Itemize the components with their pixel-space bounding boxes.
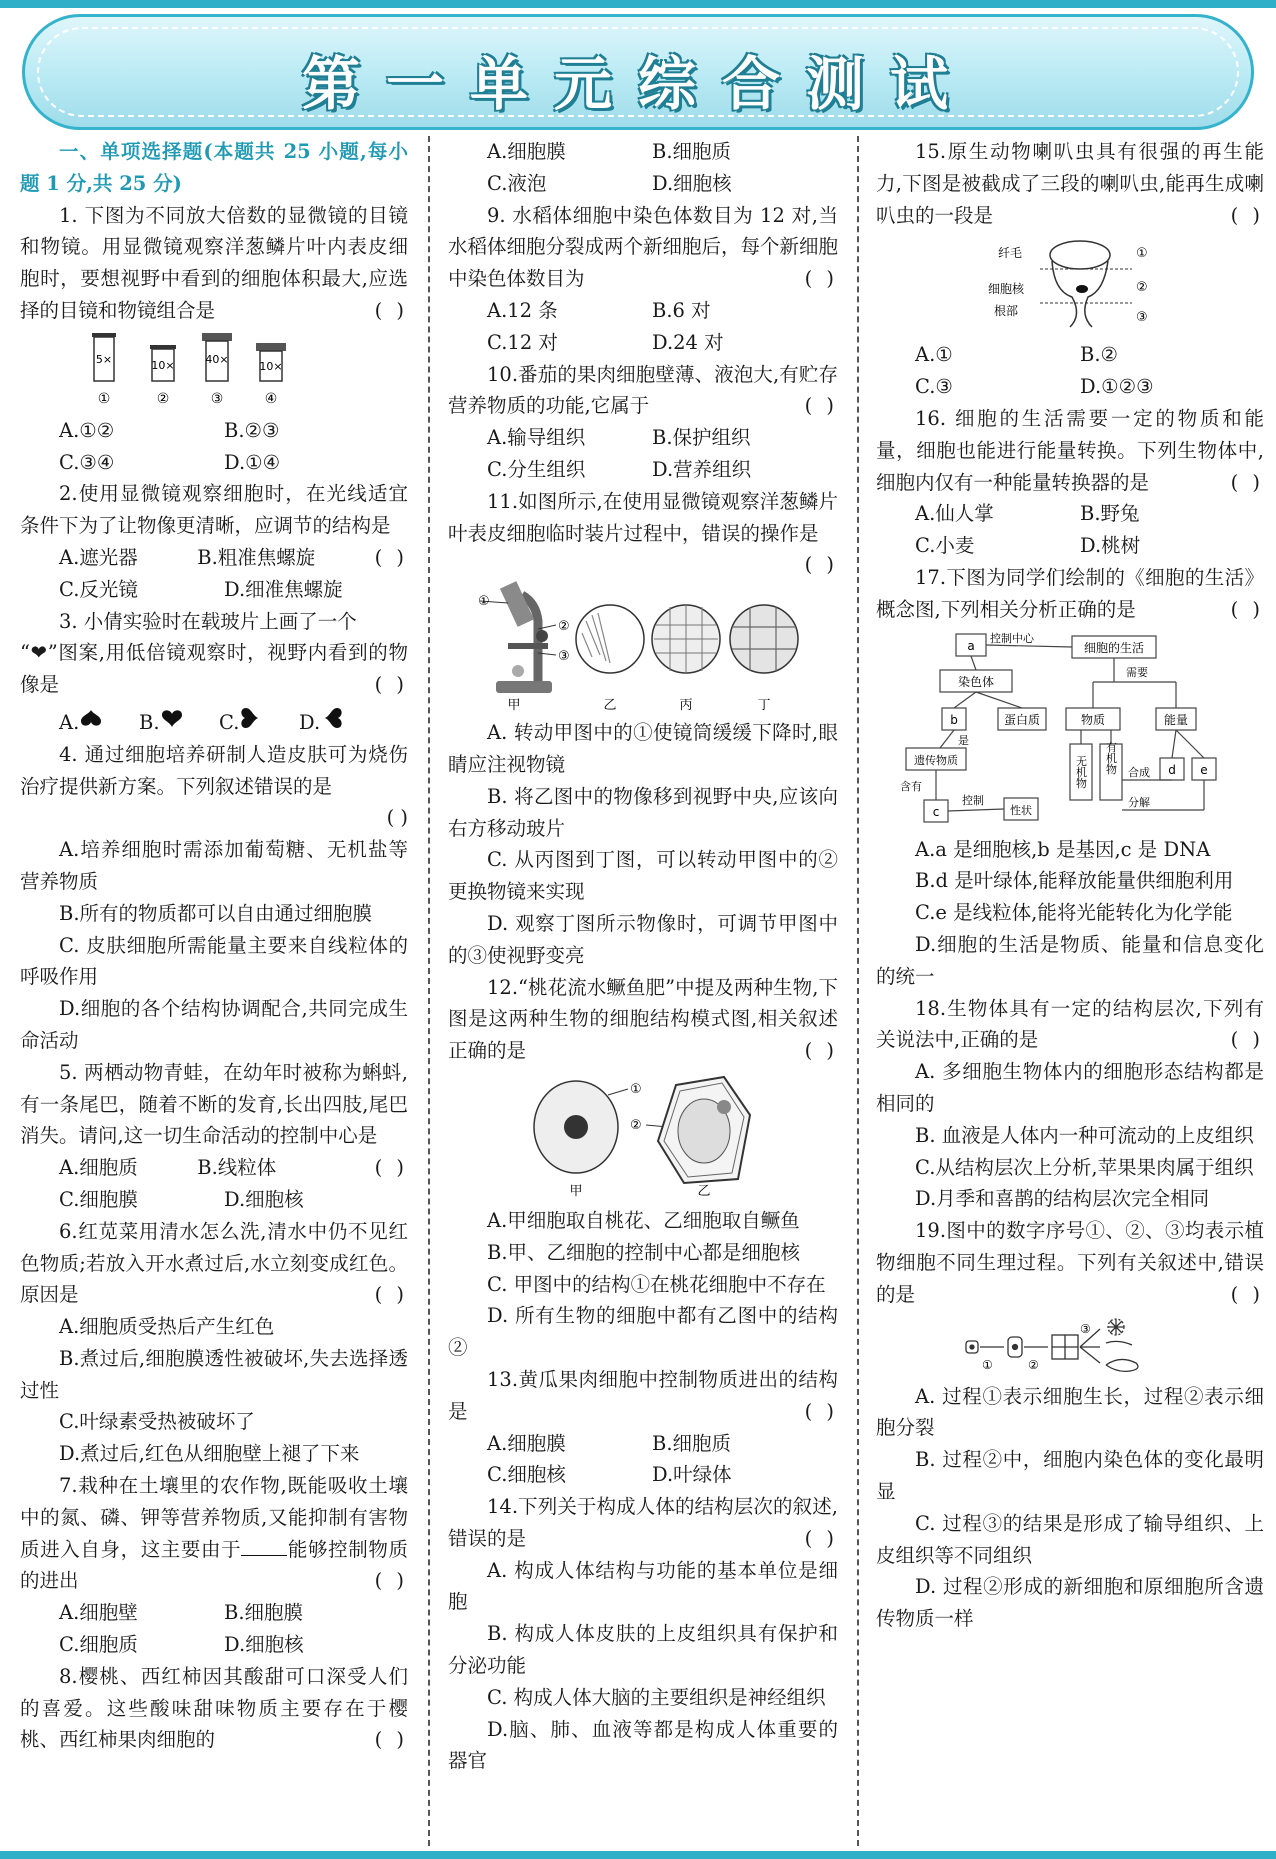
option-c[interactable]: C.细胞核 bbox=[487, 1463, 566, 1487]
question-stem: “❤”图案,用低倍镜观察时，视野内看到的物像是 bbox=[20, 641, 408, 697]
question-9 bbox=[448, 200, 838, 295]
option-d[interactable]: D. 观察丁图所示物像时，可调节甲图中的③使视野变亮 bbox=[448, 911, 838, 967]
cell-structure-figure bbox=[528, 1071, 758, 1201]
fill-blank[interactable] bbox=[241, 1555, 287, 1556]
question-stem: 13.黄瓜果肉细胞中控制物质进出的结构是 bbox=[448, 1367, 838, 1423]
question-12 bbox=[448, 972, 838, 1067]
options-row bbox=[20, 447, 408, 479]
concept-node: 能量 bbox=[1163, 712, 1189, 727]
question-3 bbox=[20, 606, 408, 638]
options-row bbox=[876, 339, 1264, 371]
answer-blank: ( ) bbox=[386, 806, 408, 830]
option-a[interactable]: A.培养细胞时需添加葡萄糖、无机盐等营养物质 bbox=[20, 838, 408, 893]
option-d[interactable]: D.营养组织 bbox=[652, 457, 752, 481]
cilia-top bbox=[1050, 241, 1110, 269]
bottom-rule bbox=[0, 1851, 1276, 1859]
options-row bbox=[20, 542, 336, 574]
option-a[interactable]: A.输导组织 bbox=[487, 426, 586, 450]
answer-blank: ( ) bbox=[374, 545, 408, 569]
question-7 bbox=[20, 1470, 408, 1597]
question-stem: 3. 小倩实验时在载玻片上画了一个 bbox=[59, 609, 357, 633]
options-row bbox=[448, 327, 838, 359]
option-d[interactable]: D.叶绿体 bbox=[652, 1463, 732, 1487]
options-row bbox=[448, 1459, 838, 1491]
question-stem: 14.下列关于构成人体的结构层次的叙述,错误的是 bbox=[448, 1495, 838, 1550]
concept-edge: 合成 bbox=[1128, 765, 1150, 779]
option-b[interactable]: B.野兔 bbox=[1080, 502, 1140, 526]
question-18 bbox=[876, 993, 1264, 1057]
nucleus bbox=[564, 1115, 588, 1139]
option-c[interactable]: C. 过程③的结果是形成了输导组织、上皮组织等不同组织 bbox=[876, 1511, 1264, 1567]
figure-number: ② bbox=[630, 1117, 642, 1133]
question-1 bbox=[20, 200, 408, 327]
question-stem: 15.原生动物喇叭虫具有很强的再生能力,下图是被截成了三段的喇叭虫,能再生成喇叭虫的一段是 bbox=[876, 140, 1264, 227]
objective-1 bbox=[202, 333, 232, 381]
section-heading: 一、单项选择题(本题共 25 小题,每小题 1 分,共 25 分) bbox=[20, 140, 408, 195]
question-10 bbox=[448, 359, 838, 423]
answer-blank: ( ) bbox=[374, 1156, 408, 1180]
figure-number: ③ bbox=[558, 649, 570, 665]
answer-blank: ( ) bbox=[374, 1283, 408, 1307]
figure-caption: 乙 bbox=[603, 698, 617, 714]
concept-edge: 需要 bbox=[1126, 665, 1148, 679]
figure-caption: 甲 bbox=[569, 1183, 583, 1199]
question-stem: 12.“桃花流水鳜鱼肥”中提及两种生物,下图是这两种生物的细胞结构模式图,相关叙述正确的是 bbox=[448, 975, 838, 1063]
column-divider bbox=[428, 136, 430, 1846]
option-d[interactable]: D.月季和喜鹊的结构层次完全相同 bbox=[915, 1187, 1210, 1211]
lens-label: 10× bbox=[151, 358, 175, 372]
option-b[interactable]: B.② bbox=[1080, 343, 1119, 367]
option-c[interactable]: C.反光镜 bbox=[59, 577, 138, 601]
option-c[interactable]: C.细胞膜 bbox=[59, 1187, 138, 1211]
figure-caption: 甲 bbox=[507, 698, 521, 714]
option-d[interactable]: D.细胞核 bbox=[652, 171, 732, 195]
heart-shape-icon bbox=[239, 707, 263, 729]
answer-blank: ( ) bbox=[1230, 203, 1264, 227]
question-15 bbox=[876, 136, 1264, 231]
question-stem: 6.红苋菜用清水怎么洗,清水中仍不见红色物质;若放入开水煮过后,水立刻变成红色。原因是 bbox=[20, 1219, 408, 1307]
answer-blank: ( ) bbox=[804, 1399, 838, 1423]
concept-edge: 分解 bbox=[1128, 795, 1150, 809]
option-a[interactable] bbox=[59, 707, 139, 739]
figure-number: ① bbox=[982, 1357, 993, 1372]
options-row bbox=[448, 295, 838, 327]
option-d[interactable]: D.细胞的生活是物质、能量和信息变化的统一 bbox=[876, 932, 1264, 988]
concept-node: 染色体 bbox=[957, 674, 995, 689]
concept-edge: 控制 bbox=[962, 793, 984, 807]
option-c[interactable]: C.液泡 bbox=[487, 171, 547, 195]
figure-number: ① bbox=[1136, 246, 1148, 262]
option-b[interactable]: B.细胞质 bbox=[652, 140, 732, 163]
answer-blank: ( ) bbox=[804, 394, 838, 418]
option-label: A. bbox=[59, 710, 80, 734]
options-row bbox=[20, 701, 408, 739]
top-rule bbox=[0, 0, 1276, 8]
lens-label: 5× bbox=[95, 352, 113, 366]
options-row bbox=[20, 574, 408, 606]
lens-figure bbox=[84, 331, 344, 411]
question-stem: 19.图中的数字序号①、②、③均表示植物细胞不同生理过程。下列有关叙述中,错误的是 bbox=[876, 1219, 1264, 1306]
option-c[interactable]: C.小麦 bbox=[915, 534, 975, 558]
column-1 bbox=[20, 136, 408, 1756]
question-stem: 5. 两栖动物青蛙，在幼年时被称为蝌蚪,有一条尾巴，随着不断的发育,长出四肢,尾巴消失。请问,这一切生命活动的控制中心是 bbox=[20, 1060, 408, 1148]
option-a[interactable]: A.12 条 bbox=[487, 298, 558, 322]
answer-blank-line bbox=[20, 802, 408, 834]
options-row bbox=[448, 136, 838, 168]
option-a[interactable]: A. 过程①表示细胞生长，过程②表示细胞分裂 bbox=[876, 1384, 1264, 1440]
options-row bbox=[20, 1597, 408, 1629]
option-d[interactable]: D.煮过后,红色从细胞壁上褪了下来 bbox=[59, 1442, 360, 1466]
option-c[interactable]: C.e 是线粒体,能将光能转化为化学能 bbox=[915, 901, 1233, 925]
option-c[interactable]: C.叶绿素受热被破坏了 bbox=[59, 1410, 255, 1434]
question-stem: 4. 通过细胞培养研制人造皮肤可为烧伤治疗提供新方案。下列叙述错误的是 bbox=[20, 742, 408, 798]
option-b[interactable] bbox=[139, 707, 219, 739]
option-b[interactable]: B. 将乙图中的物像移到视野中央,应该向右方移动玻片 bbox=[448, 784, 838, 840]
question-stem: 7.栽种在土壤里的农作物,既能吸收土壤中的氮、磷、钾等营养物质,又能抑制有害物质进入自身，这主要由于 bbox=[20, 1474, 408, 1561]
option-c[interactable]: C.细胞质 bbox=[59, 1633, 138, 1657]
option-d[interactable]: D.细准焦螺旋 bbox=[224, 577, 343, 601]
question-stem: 9. 水稻体细胞中染色体数目为 12 对,当水稻体细胞分裂成两个新细胞后，每个新细胞中染色体数目为 bbox=[448, 203, 839, 291]
question-stem: 11.如图所示,在使用显微镜观察洋葱鳞片叶表皮细胞临时装片过程中，错误的操作是 bbox=[448, 489, 838, 545]
eyepiece-2 bbox=[150, 345, 176, 381]
option-d[interactable]: D.桃树 bbox=[1080, 534, 1141, 558]
options-row bbox=[20, 415, 408, 447]
figure-caption: 丁 bbox=[757, 698, 771, 714]
option-a[interactable]: A.仙人掌 bbox=[915, 502, 994, 526]
option-a[interactable]: A.a 是细胞核,b 是基因,c 是 DNA bbox=[915, 837, 1211, 861]
option-b[interactable]: B.细胞质 bbox=[652, 1431, 732, 1455]
figure-number: ② bbox=[156, 390, 170, 407]
option-a[interactable]: A.甲细胞取自桃花、乙细胞取自鳜鱼 bbox=[487, 1208, 800, 1232]
options-row bbox=[20, 1629, 408, 1661]
microscope-icon bbox=[480, 581, 556, 693]
option-d[interactable]: D.细胞核 bbox=[224, 1633, 304, 1657]
option-c[interactable]: C.分生组织 bbox=[487, 457, 586, 481]
option-d[interactable]: D.①②③ bbox=[1080, 375, 1154, 399]
option-b[interactable]: B.d 是叶绿体,能释放能量供细胞利用 bbox=[915, 869, 1234, 893]
question-stem: 能够控制物质的进出 bbox=[20, 1537, 408, 1593]
question-13 bbox=[448, 1364, 838, 1428]
lens-label: 10× bbox=[259, 359, 283, 373]
objective-2 bbox=[256, 343, 286, 381]
concept-map-figure bbox=[900, 630, 1240, 830]
option-d[interactable]: D.细胞核 bbox=[224, 1187, 304, 1211]
option-c[interactable]: C.12 对 bbox=[487, 330, 558, 354]
option-d[interactable]: D.脑、肺、血液等都是构成人体重要的器官 bbox=[448, 1717, 838, 1773]
answer-blank: ( ) bbox=[804, 267, 838, 291]
heart-shape-icon bbox=[320, 707, 344, 729]
option-b[interactable]: B.②③ bbox=[224, 418, 280, 442]
question-11 bbox=[448, 486, 838, 577]
figure-number: ② bbox=[1136, 280, 1148, 296]
options-row bbox=[448, 1428, 838, 1460]
option-b[interactable]: B.线粒体 bbox=[197, 1156, 277, 1180]
concept-node: 无机物 bbox=[1074, 755, 1088, 789]
question-16 bbox=[876, 403, 1264, 498]
question-17 bbox=[876, 562, 1264, 626]
option-b[interactable]: B.保护组织 bbox=[652, 426, 751, 450]
figure-caption: 丙 bbox=[679, 698, 693, 714]
column-divider bbox=[857, 136, 859, 1846]
options-row bbox=[448, 168, 838, 200]
question-4 bbox=[20, 739, 408, 803]
column-3 bbox=[876, 136, 1264, 1635]
question-stem: 16. 细胞的生活需要一定的物质和能量，细胞也能进行能量转换。下列生物体中,细胞内仅有一种能量转换器的是 bbox=[876, 406, 1264, 494]
option-d[interactable]: D.24 对 bbox=[652, 330, 724, 354]
concept-node: 遗传物质 bbox=[914, 753, 958, 767]
question-3-cont bbox=[20, 637, 408, 701]
microscope-figure bbox=[478, 581, 808, 713]
option-b[interactable]: B.所有的物质都可以自由通过细胞膜 bbox=[59, 901, 373, 925]
nucleus bbox=[717, 1100, 731, 1114]
option-a[interactable]: A. 构成人体结构与功能的基本单位是细胞 bbox=[448, 1558, 838, 1614]
options-row bbox=[20, 1184, 408, 1216]
answer-blank: ( ) bbox=[804, 553, 838, 577]
answer-blank: ( ) bbox=[374, 673, 408, 697]
figure-label: 纤毛 bbox=[998, 246, 1023, 261]
column-2 bbox=[448, 136, 838, 1777]
option-a[interactable]: A.细胞质 bbox=[59, 1156, 138, 1180]
option-a[interactable]: A. 转动甲图中的①使镜筒缓缓下降时,眼睛应注视物镜 bbox=[448, 721, 838, 776]
body-outline bbox=[1052, 261, 1108, 327]
options-row bbox=[876, 371, 1264, 403]
concept-node: e bbox=[1200, 762, 1208, 777]
concept-node: 有机物 bbox=[1104, 741, 1118, 775]
option-a[interactable]: A.① bbox=[915, 343, 953, 367]
options-row bbox=[876, 498, 1264, 530]
option-a[interactable]: A.遮光器 bbox=[59, 545, 138, 569]
figure-number: ① bbox=[630, 1081, 642, 1097]
option-c[interactable] bbox=[219, 707, 299, 739]
option-c[interactable]: C. 从丙图到丁图，可以转动甲图中的②更换物镜来实现 bbox=[448, 848, 838, 904]
question-stem: 1. 下图为不同放大倍数的显微镜的目镜和物镜。用显微镜观察洋葱鳞片叶内表皮细胞时，要想视野中看到的细胞体积最大,应选择的目镜和物镜组合是 bbox=[20, 203, 408, 322]
concept-edge: 是 bbox=[958, 733, 969, 747]
answer-blank: ( ) bbox=[374, 1569, 408, 1593]
concept-node: b bbox=[950, 712, 958, 727]
figure-number: ③ bbox=[210, 390, 224, 407]
figure-number: ③ bbox=[1080, 1321, 1091, 1336]
option-d[interactable]: D.①④ bbox=[224, 450, 281, 474]
options-row bbox=[20, 1152, 336, 1184]
option-b[interactable]: B. 构成人体皮肤的上皮组织具有保护和分泌功能 bbox=[448, 1622, 838, 1678]
concept-node: 蛋白质 bbox=[1003, 712, 1041, 727]
option-a[interactable]: A.细胞壁 bbox=[59, 1601, 138, 1625]
question-14 bbox=[448, 1491, 838, 1555]
option-a[interactable]: A.①② bbox=[59, 418, 115, 442]
option-d[interactable]: D. 所有生物的细胞中都有乙图中的结构② bbox=[448, 1304, 838, 1360]
question-stem: 10.番茄的果肉细胞壁薄、液泡大,有贮存营养物质的功能,它属于 bbox=[448, 362, 838, 418]
option-d[interactable] bbox=[299, 707, 379, 739]
option-d[interactable]: D.细胞的各个结构协调配合,共同完成生命活动 bbox=[20, 997, 408, 1052]
option-b[interactable]: B.细胞膜 bbox=[224, 1601, 304, 1625]
figure-number: ③ bbox=[1136, 310, 1148, 326]
answer-blank: ( ) bbox=[1230, 1028, 1264, 1052]
lens-label: 40× bbox=[205, 352, 229, 366]
figure-label: 根部 bbox=[994, 304, 1019, 319]
question-stem: 2.使用显微镜观察细胞时，在光线适宜条件下为了让物像更清晰，应调节的结构是 bbox=[20, 482, 408, 538]
figure-number: ④ bbox=[264, 390, 278, 407]
question-19 bbox=[876, 1215, 1264, 1310]
option-b[interactable]: B.煮过后,细胞膜透性被破坏,失去选择透过性 bbox=[20, 1346, 408, 1402]
options-row bbox=[448, 454, 838, 486]
concept-edge: 控制中心 bbox=[990, 631, 1034, 645]
options-row bbox=[448, 422, 838, 454]
answer-blank: ( ) bbox=[804, 1039, 838, 1063]
option-c[interactable]: C.从结构层次上分析,苹果果肉属于组织 bbox=[915, 1155, 1254, 1179]
answer-blank: ( ) bbox=[1230, 470, 1264, 494]
option-b[interactable]: B. 过程②中，细胞内染色体的变化最明显 bbox=[876, 1448, 1264, 1503]
question-stem: 8.樱桃、西红柿因其酸甜可口深受人们的喜爱。这些酸味甜味物质主要存在于樱桃、西红柿果肉细胞的 bbox=[20, 1664, 408, 1752]
view-ding bbox=[730, 605, 798, 673]
heart-shape-icon bbox=[160, 709, 184, 729]
concept-node: 细胞的生活 bbox=[1083, 640, 1145, 655]
option-a[interactable]: A.细胞膜 bbox=[487, 140, 566, 163]
heart-shape-icon bbox=[79, 709, 103, 729]
option-b[interactable]: B.粗准焦螺旋 bbox=[197, 545, 316, 569]
option-c[interactable]: C. 皮肤细胞所需能量主要来自线粒体的呼吸作用 bbox=[20, 933, 408, 989]
option-label: B. bbox=[139, 710, 160, 734]
option-c[interactable]: C.③ bbox=[915, 375, 953, 399]
figure-number: ① bbox=[97, 390, 111, 407]
figure-number: ② bbox=[1028, 1357, 1039, 1372]
title-banner bbox=[22, 14, 1254, 130]
concept-node: a bbox=[967, 638, 975, 653]
answer-blank: ( ) bbox=[804, 1526, 838, 1550]
option-b[interactable]: B.甲、乙细胞的控制中心都是细胞核 bbox=[487, 1240, 801, 1264]
answer-blank: ( ) bbox=[1230, 1282, 1264, 1306]
figure-number: ① bbox=[478, 594, 490, 610]
nucleus bbox=[1076, 285, 1088, 293]
question-stem: 18.生物体具有一定的结构层次,下列有关说法中,正确的是 bbox=[876, 996, 1264, 1052]
answer-blank: ( ) bbox=[1230, 597, 1264, 621]
trumpet-animal-figure bbox=[980, 235, 1160, 335]
page-title: 第一单元综合测试 bbox=[301, 50, 974, 118]
option-a[interactable]: A.细胞膜 bbox=[487, 1431, 566, 1455]
answer-blank: ( ) bbox=[374, 1728, 408, 1752]
option-label: C. bbox=[219, 710, 240, 734]
option-label: D. bbox=[299, 710, 321, 734]
option-c[interactable]: C.③④ bbox=[59, 450, 115, 474]
options-row bbox=[876, 530, 1264, 562]
question-8 bbox=[20, 1661, 408, 1756]
option-a[interactable]: A. 多细胞生物体内的细胞形态结构都是相同的 bbox=[876, 1060, 1264, 1115]
figure-number: ② bbox=[558, 619, 570, 635]
concept-node: 物质 bbox=[1080, 712, 1106, 727]
eyepiece-1 bbox=[92, 333, 116, 381]
option-b[interactable]: B. 血液是人体内一种可流动的上皮组织 bbox=[915, 1123, 1254, 1147]
question-6 bbox=[20, 1216, 408, 1311]
question-stem: 17.下图为同学们绘制的《细胞的生活》概念图,下列相关分析正确的是 bbox=[876, 565, 1264, 621]
option-c[interactable]: C. 构成人体大脑的主要组织是神经组织 bbox=[487, 1685, 826, 1709]
figure-label: 细胞核 bbox=[988, 282, 1025, 297]
concept-edge: 含有 bbox=[900, 779, 922, 793]
cell-process-figure bbox=[960, 1315, 1180, 1377]
option-c[interactable]: C. 甲图中的结构①在桃花细胞中不存在 bbox=[487, 1272, 826, 1296]
concept-node: d bbox=[1168, 762, 1176, 777]
concept-node: 性状 bbox=[1010, 803, 1032, 817]
answer-blank: ( ) bbox=[374, 298, 408, 322]
concept-node: c bbox=[932, 804, 940, 819]
option-b[interactable]: B.6 对 bbox=[652, 298, 711, 322]
option-a[interactable]: A.细胞质受热后产生红色 bbox=[59, 1315, 275, 1339]
option-d[interactable]: D. 过程②形成的新细胞和原细胞所含遗传物质一样 bbox=[876, 1575, 1264, 1631]
figure-caption: 乙 bbox=[697, 1183, 711, 1199]
